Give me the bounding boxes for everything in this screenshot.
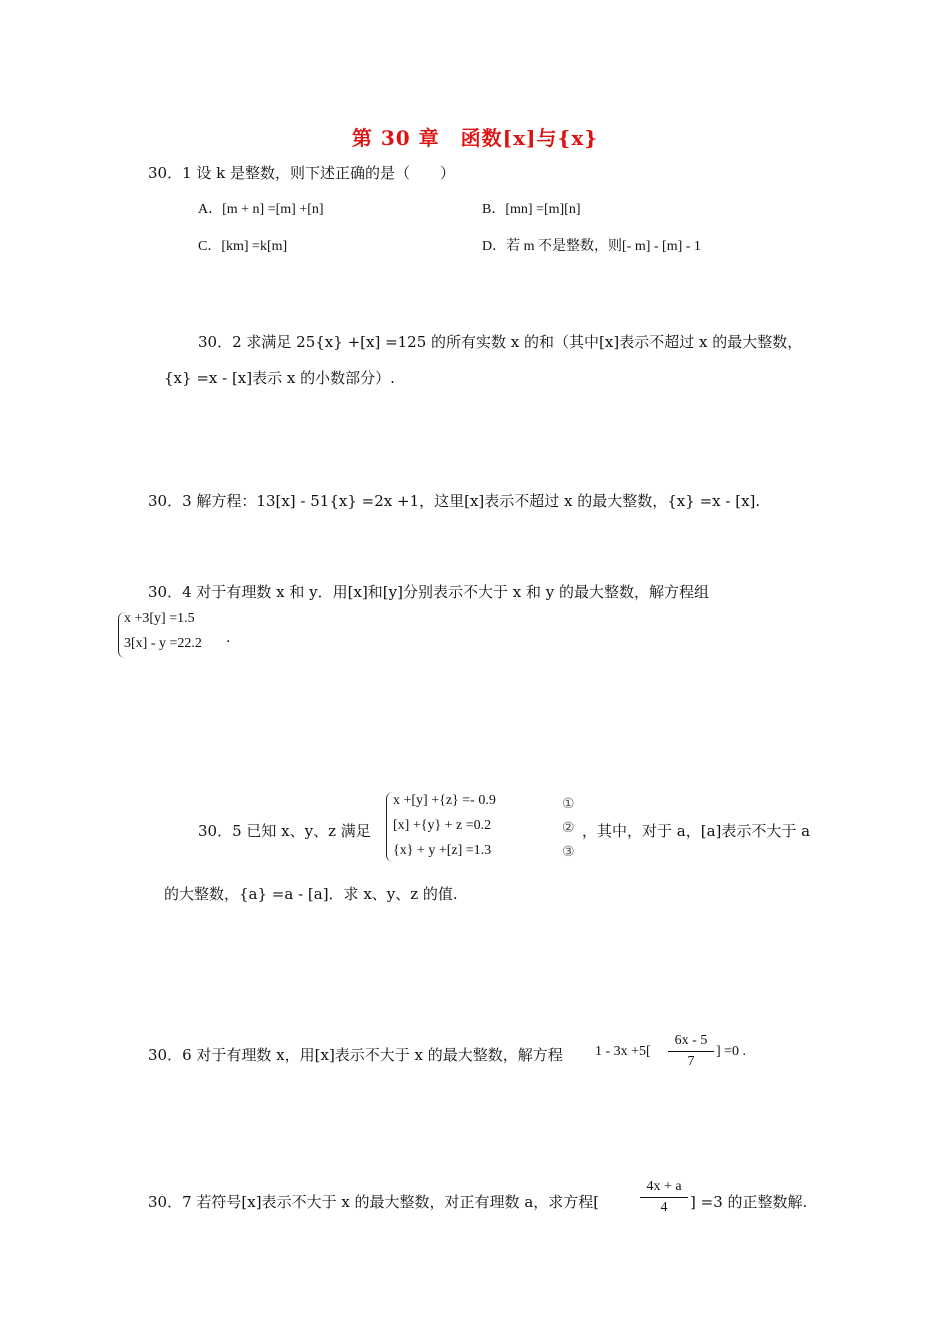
question-5-prefix: 30．5 已知 x、y、z 满足 <box>198 822 371 840</box>
question-1-option-d: D．若 m 不是整数，则[- m] - [m] - 1 <box>482 239 701 254</box>
question-7-suffix: ] =3 的正整数解. <box>690 1193 808 1211</box>
question-6-expression-right: ] =0 . <box>716 1044 747 1059</box>
question-4-equation-1: x +3[y] =1.5 <box>124 611 195 626</box>
question-6-prefix: 30．6 对于有理数 x，用[x]表示不大于 x 的最大整数，解方程 <box>148 1046 563 1064</box>
question-7-prefix: 30．7 若符号[x]表示不大于 x 的最大整数，对正有理数 a，求方程[ <box>148 1193 600 1211</box>
question-1-stem: 30．1 设 k 是整数，则下述正确的是（ ） <box>148 164 456 182</box>
chapter-title: 第 30 章 函数[x]与{x} <box>351 126 599 150</box>
question-1-option-c: C．[km] =k[m] <box>198 239 288 254</box>
question-7-fraction <box>640 1179 688 1216</box>
question-6-fraction <box>668 1033 714 1070</box>
question-5-equation-2: [x] +{y} + z =0.2 <box>393 818 492 833</box>
question-5-line-2: 的大整数，{a} =a - [a]．求 x、y、z 的值. <box>164 885 458 903</box>
question-4-equation-2: 3[x] - y =22.2 <box>124 636 202 651</box>
question-5-brace <box>386 792 393 862</box>
question-4-period: . <box>226 630 231 646</box>
question-4-line-1: 30．4 对于有理数 x 和 y．用[x]和[y]分别表示不大于 x 和 y 的最大整数，解方程组 <box>148 583 709 601</box>
question-7-fraction-numerator: 4x + a <box>640 1179 688 1198</box>
question-2-line-2: {x} =x - [x]表示 x 的小数部分）. <box>164 369 395 387</box>
question-5-marker-1: ① <box>562 796 575 812</box>
question-6-fraction-denominator: 7 <box>687 1054 695 1069</box>
question-3-text: 30．3 解方程：13[x] - 51{x} =2x +1，这里[x]表示不超过 x 的最大整数，{x} =x - [x]. <box>148 492 761 510</box>
question-5-marker-3: ③ <box>562 844 575 860</box>
question-7-fraction-denominator: 4 <box>660 1200 668 1215</box>
question-6-expression-left: 1 - 3x +5[ <box>595 1044 651 1059</box>
question-5-equation-1: x +[y] +{z} =- 0.9 <box>393 793 496 808</box>
question-6-fraction-numerator: 6x - 5 <box>668 1033 714 1052</box>
question-5-suffix: ，其中，对于 a，[a]表示不大于 a <box>582 822 811 840</box>
question-5-equation-3: {x} + y +[z] =1.3 <box>393 843 492 858</box>
question-1-option-b: B．[mn] =[m][n] <box>482 202 581 217</box>
question-2-line-1: 30．2 求满足 25{x} +[x] =125 的所有实数 x 的和（其中[x]表示不超过 x 的最大整数， <box>198 333 803 351</box>
question-1-option-a: A．[m + n] =[m] +[n] <box>198 202 324 217</box>
question-5-marker-2: ② <box>562 820 575 836</box>
